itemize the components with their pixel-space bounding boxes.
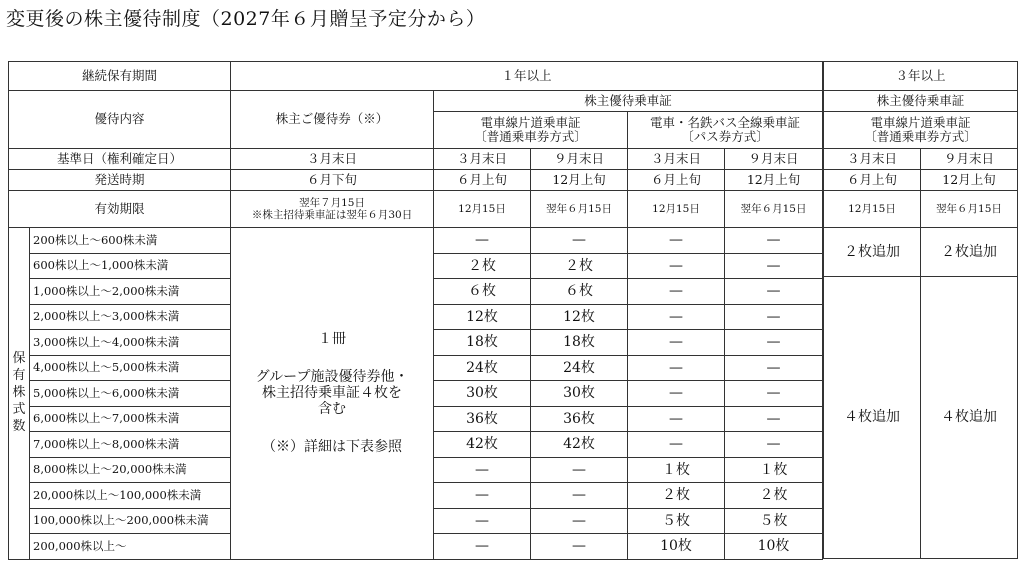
tier-cell: — (531, 483, 628, 509)
tier-cell: — (725, 330, 823, 356)
tier-range: 600株以上～1,000株未満 (30, 253, 231, 279)
valid-until-cell: 翌年６月15日 (531, 191, 628, 228)
r-valid-until-cell: 翌年６月15日 (921, 191, 1018, 228)
tier-cell: 24枚 (531, 355, 628, 381)
tier-cell: — (434, 534, 531, 560)
valid-until-row (9, 191, 823, 228)
pass-header: 株主優待乗車証 (434, 91, 823, 112)
send-time-cell: 12月上旬 (725, 170, 823, 191)
tier-cell: — (531, 228, 628, 254)
tier-cell: — (725, 355, 823, 381)
tier-cell: — (628, 432, 725, 458)
tier-cell: — (628, 330, 725, 356)
tier-cell: — (628, 279, 725, 305)
tier-cell: 36枚 (531, 406, 628, 432)
tier-cell: ２枚 (434, 253, 531, 279)
tier-range: 8,000株以上～20,000株未満 (30, 457, 231, 483)
tier-cell: — (725, 228, 823, 254)
tier-cell: — (628, 253, 725, 279)
tier-cell: 10枚 (725, 534, 823, 560)
train-pass-subtitle: 〔普通乗車券方式〕 (474, 129, 587, 144)
all-lines-pass-subtitle: 〔パス券方式〕 (681, 129, 769, 144)
tier-cell: — (628, 228, 725, 254)
tier-cell: 10枚 (628, 534, 725, 560)
three-year-header: ３年以上 (824, 62, 1018, 91)
tier-cell: 42枚 (531, 432, 628, 458)
holdings-char: 有 (12, 367, 26, 383)
holdings-char: 式 (12, 401, 26, 417)
valid-until-voucher (231, 191, 434, 228)
voucher-desc-line5: （※）詳細は下表参照 (262, 439, 403, 456)
valid-voucher-line1: 翌年７月15日 (299, 196, 365, 209)
tier-range: 3,000株以上～4,000株未満 (30, 330, 231, 356)
tier-cell: — (725, 279, 823, 305)
holdings-char: 数 (12, 418, 26, 434)
voucher-header: 株主ご優待券（※） (231, 91, 434, 149)
tier-cell: 18枚 (434, 330, 531, 356)
r-train-pass-title: 電車線片道乗車証 (870, 114, 971, 130)
tier-cell: 42枚 (434, 432, 531, 458)
valid-until-label: 有効期限 (9, 191, 231, 228)
base-date-cell: ３月末日 (434, 149, 531, 170)
send-time-cell: 12月上旬 (531, 170, 628, 191)
voucher-desc-line1: １冊 (318, 331, 347, 348)
tier-range: 7,000株以上～8,000株未満 (30, 432, 231, 458)
r-send-time-cell: 12月上旬 (921, 170, 1018, 191)
send-time-voucher: ６月下旬 (231, 170, 434, 191)
train-pass-title: 電車線片道乗車証 (480, 114, 581, 130)
r-tier2-cell: ４枚追加 (921, 277, 1018, 559)
send-time-row (9, 170, 823, 191)
tier-cell: — (628, 355, 725, 381)
tier-cell: — (531, 534, 628, 560)
tier-cell: — (434, 508, 531, 534)
tier-cell: ６枚 (531, 279, 628, 305)
r-valid-until-cell: 12月15日 (824, 191, 921, 228)
r-base-date-cell: ９月末日 (921, 149, 1018, 170)
tier-range: 200株以上～600株未満 (30, 228, 231, 254)
tier-cell: 30枚 (531, 381, 628, 407)
tier-cell: — (434, 483, 531, 509)
all-lines-pass-title: 電車・名鉄バス全線乗車証 (650, 114, 801, 130)
tier-cell: ６枚 (434, 279, 531, 305)
holdings-label (9, 228, 30, 560)
tier-cell: 12枚 (531, 304, 628, 330)
valid-until-cell: 12月15日 (434, 191, 531, 228)
tier-cell: — (725, 381, 823, 407)
train-pass-header (434, 112, 628, 149)
tier-range: 2,000株以上～3,000株未満 (30, 304, 231, 330)
tier-cell: 30枚 (434, 381, 531, 407)
tier-cell: — (628, 406, 725, 432)
all-lines-pass-header (628, 112, 823, 149)
r-tier1-cell: ２枚追加 (824, 228, 921, 277)
voucher-desc-line3: 株主招待乗車証４枚を (262, 385, 403, 402)
tier-cell: — (725, 432, 823, 458)
period-header: 継続保有期間 (9, 62, 231, 91)
benefit-table-one-year (8, 61, 823, 560)
tier-cell: 18枚 (531, 330, 628, 356)
tier-cell: — (434, 228, 531, 254)
base-date-label: 基準日（権利確定日） (9, 149, 231, 170)
r-pass-header: 株主優待乗車証 (824, 91, 1018, 112)
base-date-cell: ３月末日 (628, 149, 725, 170)
tier-cell: １枚 (725, 457, 823, 483)
holdings-char: 保 (12, 351, 26, 367)
one-year-header: １年以上 (231, 62, 823, 91)
send-time-cell: ６月上旬 (434, 170, 531, 191)
tier-cell: — (531, 508, 628, 534)
tier-range: 1,000株以上～2,000株未満 (30, 279, 231, 305)
base-date-cell: ９月末日 (531, 149, 628, 170)
r-train-pass-header (824, 112, 1018, 149)
tier-cell: ５枚 (628, 508, 725, 534)
tier-cell: — (628, 381, 725, 407)
tier-cell: １枚 (628, 457, 725, 483)
tier-cell: 36枚 (434, 406, 531, 432)
send-time-label: 発送時期 (9, 170, 231, 191)
page-title: 変更後の株主優待制度（2027年６月贈呈予定分から） (6, 8, 486, 30)
content-header: 優待内容 (9, 91, 231, 149)
tier-cell: 24枚 (434, 355, 531, 381)
tier-range: 100,000株以上～200,000株未満 (30, 508, 231, 534)
r-tier1-cell: ２枚追加 (921, 228, 1018, 277)
tier-cell: 12枚 (434, 304, 531, 330)
r-tier2-cell: ４枚追加 (824, 277, 921, 559)
tier-cell: — (725, 304, 823, 330)
table-row (9, 228, 823, 254)
voucher-desc-line2: グループ施設優待券他・ (255, 369, 409, 386)
base-date-row (9, 149, 823, 170)
r-train-pass-subtitle: 〔普通乗車券方式〕 (864, 129, 977, 144)
tier-range: 6,000株以上～7,000株未満 (30, 406, 231, 432)
tier-cell: ２枚 (628, 483, 725, 509)
voucher-desc-line4: 含む (318, 401, 347, 418)
tier-cell: — (434, 457, 531, 483)
base-date-voucher: ３月末日 (231, 149, 434, 170)
tier-cell: — (531, 457, 628, 483)
tier-range: 200,000株以上～ (30, 534, 231, 560)
valid-until-cell: 12月15日 (628, 191, 725, 228)
benefit-table-three-year (823, 61, 1018, 559)
tier-range: 5,000株以上～6,000株未満 (30, 381, 231, 407)
tier-cell: ５枚 (725, 508, 823, 534)
tier-cell: — (725, 253, 823, 279)
r-send-time-cell: ６月上旬 (824, 170, 921, 191)
send-time-cell: ６月上旬 (628, 170, 725, 191)
base-date-cell: ９月末日 (725, 149, 823, 170)
tier-cell: — (725, 406, 823, 432)
voucher-description (231, 228, 434, 560)
r-base-date-cell: ３月末日 (824, 149, 921, 170)
holdings-char: 株 (12, 384, 26, 400)
tier-range: 20,000株以上～100,000株未満 (30, 483, 231, 509)
valid-voucher-line2: ※株主招待乗車証は翌年６月30日 (251, 209, 413, 221)
tier-cell: ２枚 (725, 483, 823, 509)
tier-cell: — (628, 304, 725, 330)
tier-cell: ２枚 (531, 253, 628, 279)
valid-until-cell: 翌年６月15日 (725, 191, 823, 228)
tier-range: 4,000株以上～5,000株未満 (30, 355, 231, 381)
